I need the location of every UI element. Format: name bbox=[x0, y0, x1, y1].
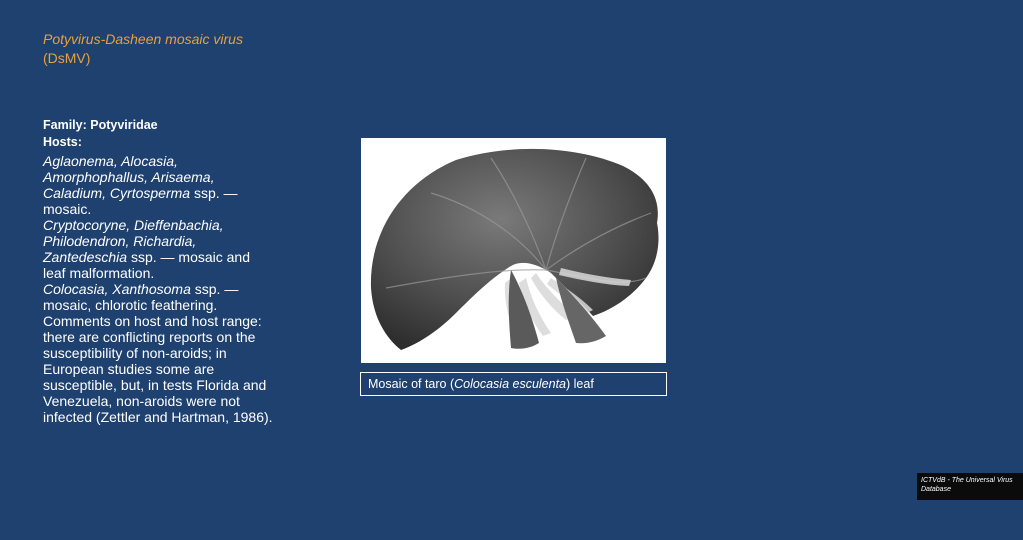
figure-caption bbox=[360, 372, 667, 396]
host-group-2-symptoms: ssp. — mosaic and leaf malformation. bbox=[43, 249, 250, 281]
caption-prefix: Mosaic of taro ( bbox=[368, 377, 455, 391]
hosts-description bbox=[43, 153, 273, 425]
virus-meta bbox=[43, 117, 283, 151]
slide-title bbox=[43, 30, 283, 68]
hosts-label: Hosts: bbox=[43, 135, 82, 149]
host-group-3-genera: Colocasia, Xanthosoma bbox=[43, 281, 191, 297]
image-credit: ICTVdB - The Universal Virus Database bbox=[917, 473, 1023, 500]
host-group-1 bbox=[43, 153, 273, 217]
title-abbreviation: (DsMV) bbox=[43, 50, 91, 66]
host-group-3-symptoms: ssp. — mosaic, chlorotic feathering. Comments on host and host range: there are conflicting reports on the susceptibility of non-aroids; in European studies some are susceptible, but, in tests Florida and Venezuela, non-aroids were not infected (Zettler and Hartman, 1986). bbox=[43, 281, 273, 425]
host-group-2 bbox=[43, 217, 273, 281]
host-group-1-symptoms: ssp. — mosaic. bbox=[43, 185, 238, 217]
title-text: Potyvirus-Dasheen mosaic virus bbox=[43, 31, 243, 47]
caption-species: Colocasia esculenta bbox=[454, 377, 567, 391]
host-group-3 bbox=[43, 281, 273, 425]
caption-suffix: ) leaf bbox=[566, 377, 594, 391]
taro-leaf-illustration bbox=[361, 138, 666, 363]
host-group-1-genera: Aglaonema, Alocasia, Amorphophallus, Arisaema, Caladium, Cyrtosperma bbox=[43, 153, 215, 201]
host-group-2-genera: Cryptocoryne, Dieffenbachia, Philodendron, Richardia, Zantedeschia bbox=[43, 217, 224, 265]
family-line: Family: Potyviridae bbox=[43, 118, 158, 132]
